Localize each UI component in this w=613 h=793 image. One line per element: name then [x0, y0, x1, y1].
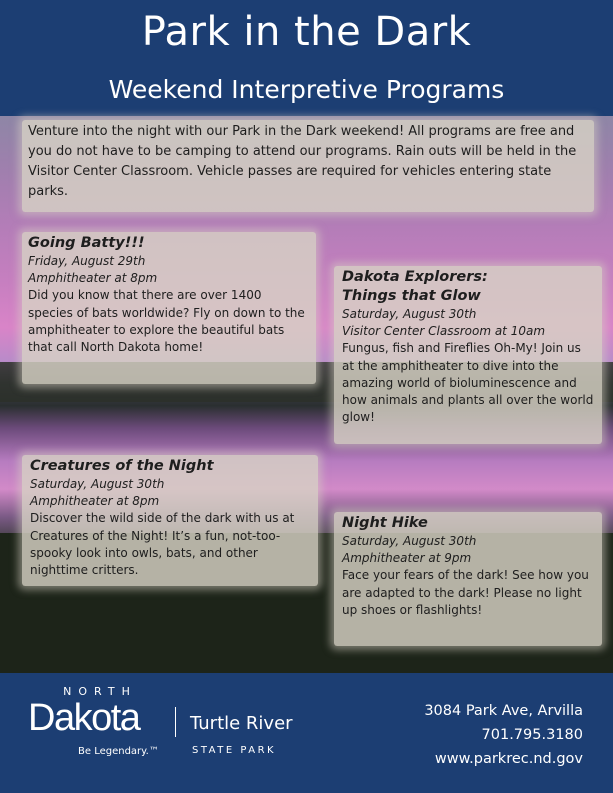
intro-text: Venture into the night with our Park in the Dark weekend! All programs are free and you do not have to be camping to attend our programs. Rain outs will be held in the Visitor Center Classroom. Vehicle passes are required for vehicles entering state parks.	[22, 120, 594, 212]
park-name: Turtle River	[190, 713, 293, 734]
program-location: Amphitheater at 8pm	[30, 494, 160, 509]
program-date: Saturday, August 30th	[342, 534, 477, 548]
program-title: Night Hike	[342, 515, 428, 531]
program-description: Did you know that there are over 1400 species of bats worldwide? Fly on down to the amphitheater to explore the beautiful bats that call North Dakota home!	[28, 288, 305, 355]
program-location: Amphitheater at 9pm	[342, 551, 472, 566]
page-subtitle: Weekend Interpretive Programs	[108, 75, 505, 104]
website-link[interactable]: www.parkrec.nd.gov	[434, 751, 583, 767]
park-subtitle: STATE PARK	[192, 745, 277, 756]
program-date: Saturday, August 30th	[342, 307, 477, 321]
program-title: Creatures of the Night	[30, 458, 214, 474]
header-banner	[0, 0, 613, 116]
program-card-creatures-of-the-night	[22, 455, 318, 586]
address: 3084 Park Ave, Arvilla	[424, 703, 583, 719]
logo-divider	[175, 707, 176, 737]
logo-dakota-text: Dakota	[28, 697, 140, 739]
program-description: Fungus, fish and Fireflies Oh-My! Join us at the amphitheater to dive into the amazing world of bioluminescence and how animals and plants all over the world glow!	[342, 341, 594, 425]
phone-number: 701.795.3180	[481, 727, 583, 743]
program-card-night-hike	[334, 512, 602, 646]
program-date: Friday, August 29th	[28, 254, 146, 268]
footer-banner	[0, 673, 613, 793]
program-card-dakota-explorers	[334, 266, 602, 444]
program-card-going-batty	[22, 232, 316, 384]
program-date: Saturday, August 30th	[30, 477, 165, 491]
logo-tagline: Be Legendary.™	[78, 746, 159, 757]
logo-north-text: NORTH	[63, 685, 137, 698]
program-title: Going Batty!!!	[28, 235, 145, 251]
program-title-line1: Dakota Explorers:	[342, 269, 488, 285]
contact-info	[363, 699, 583, 771]
program-location: Amphitheater at 8pm	[28, 271, 158, 286]
program-description: Face your fears of the dark! See how you are adapted to the dark! Please no light up shoes or flashlights!	[342, 568, 589, 617]
program-description: Discover the wild side of the dark with us at Creatures of the Night! It’s a fun, not-too-spooky look into owls, bats, and other nighttime critters.	[30, 511, 295, 578]
page-title: Park in the Dark	[141, 9, 472, 55]
program-title-line2: Things that Glow	[342, 288, 481, 304]
program-location: Visitor Center Classroom at 10am	[342, 324, 546, 339]
